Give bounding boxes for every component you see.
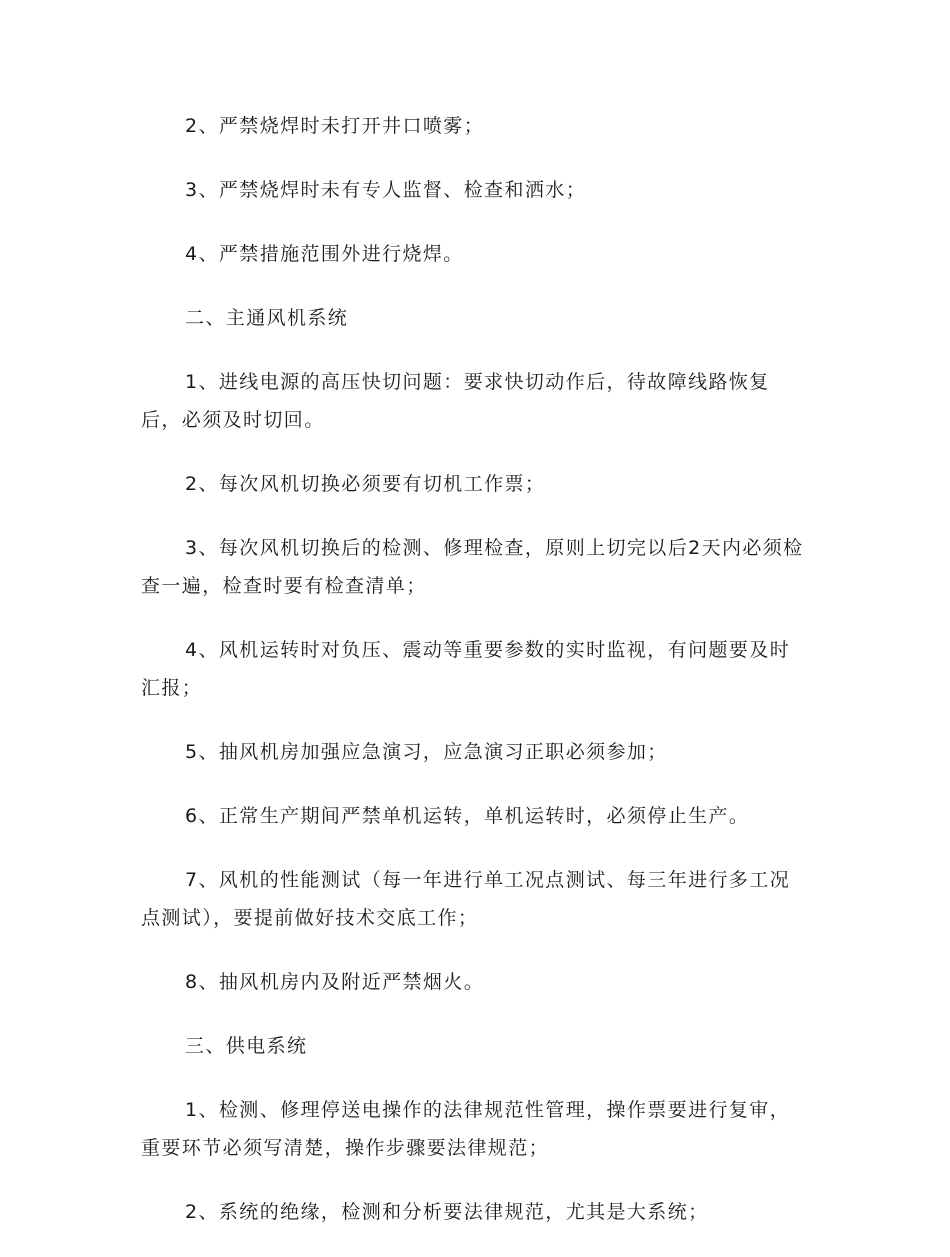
paragraph-system-insulation: 2、系统的绝缘，检测和分析要法律规范，尤其是大系统； [185,1201,709,1223]
paragraph-welding-scope: 4、严禁措施范围外进行烧焊。 [185,243,464,265]
paragraph-emergency-drill: 5、抽风机房加强应急演习，应急演习正职必须参加； [185,741,668,763]
paragraph-fan-performance-test: 7、风机的性能测试（每一年进行单工况点测试、每三年进行多工况点测试），要提前做好技术交底工作； [141,869,791,929]
paragraph-single-fan: 6、正常生产期间严禁单机运转，单机运转时，必须停止生产。 [185,805,750,827]
section-heading-main-ventilator: 二、主通风机系统 [185,307,349,329]
section-heading-power-supply: 三、供电系统 [185,1035,308,1057]
paragraph-power-operation: 1、检测、修理停送电操作的法律规范性管理，操作票要进行复审，重要环节必须写清楚，操作步骤要法律规范； [141,1099,791,1159]
paragraph-switch-ticket: 2、每次风机切换必须要有切机工作票； [185,473,546,495]
paragraph-no-fire: 8、抽风机房内及附近严禁烟火。 [185,971,485,993]
paragraph-welding-supervision: 3、严禁烧焊时未有专人监督、检查和洒水； [185,179,587,201]
document-body [141,107,809,1257]
paragraph-welding-spray: 2、严禁烧焊时未打开井口喷雾； [185,115,485,137]
paragraph-power-switch: 1、进线电源的高压快切问题：要求快切动作后，待故障线路恢复后，必须及时切回。 [141,371,770,431]
paragraph-switch-inspection: 3、每次风机切换后的检测、修理检查，原则上切完以后2天内必须检查一遍，检查时要有检查清单； [141,537,804,597]
paragraph-fan-monitoring: 4、风机运转时对负压、震动等重要参数的实时监视，有问题要及时汇报； [141,639,791,699]
